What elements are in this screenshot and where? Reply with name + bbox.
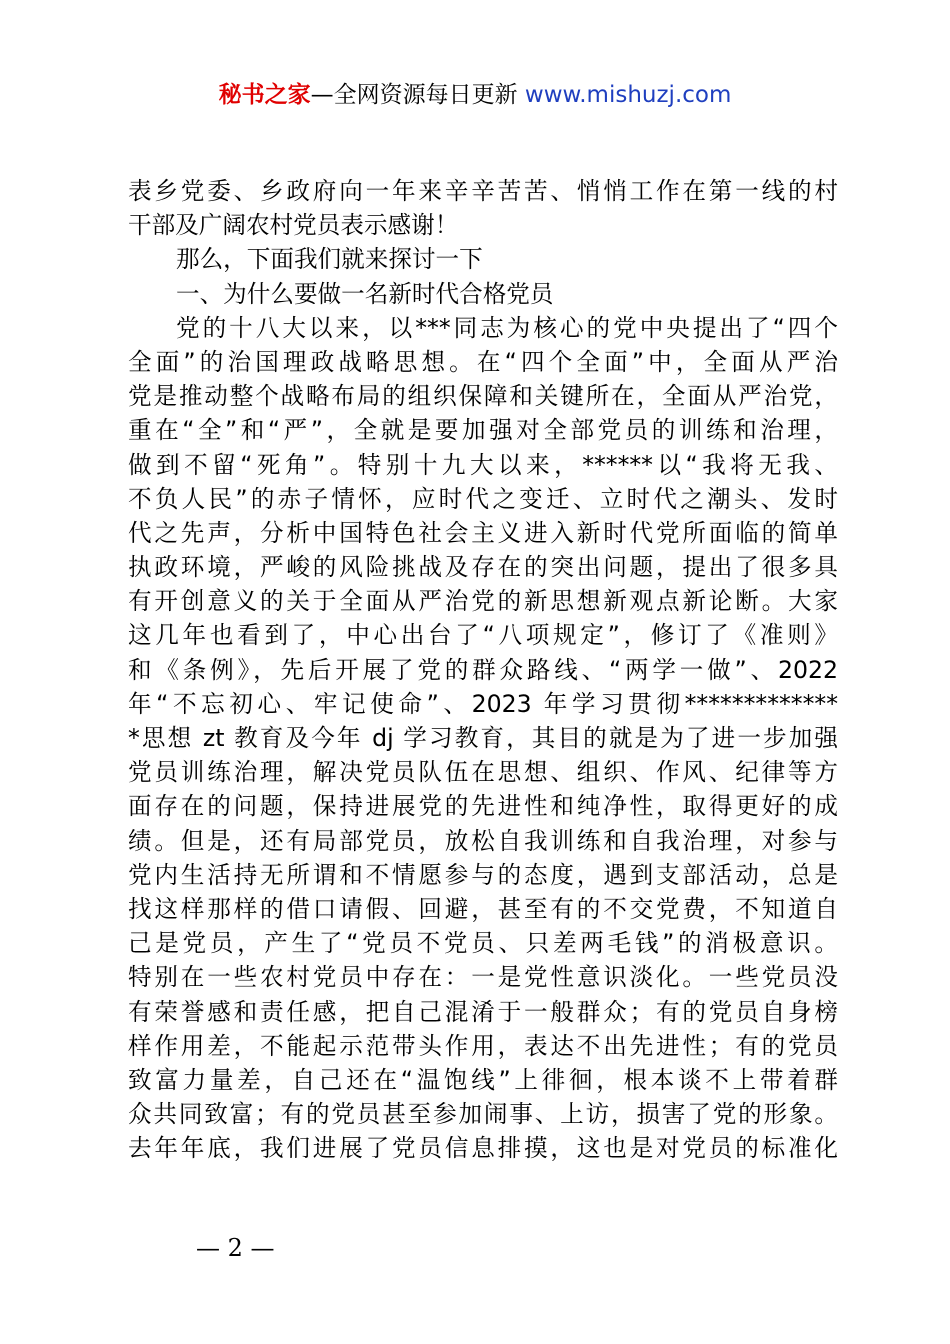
text-line: 那么，下面我们就来探讨一下	[176, 245, 483, 274]
site-header	[0, 78, 950, 112]
header-slogan: —全网资源每日更新	[310, 82, 525, 108]
document-body	[128, 174, 838, 1165]
text-line: 这几年也看到了，中心出台了“八项规定”，修订了《准则》	[128, 621, 838, 650]
text-line: 找这样那样的借口请假、回避，甚至有的不交党费，不知道自	[128, 894, 838, 923]
text-line: 表乡党委、乡政府向一年来辛辛苦苦、悄悄工作在第一线的村	[128, 177, 838, 205]
brand-name: 秘书之家	[218, 82, 311, 108]
text-line: 有荣誉感和责任感，把自己混淆于一般群众；有的党员自身榜	[128, 997, 838, 1026]
text-line: 致富力量差，自己还在“温饱线”上徘徊，根本谈不上带着群	[128, 1065, 838, 1094]
text-line: 执政环境，严峻的风险挑战及存在的突出问题，提出了很多具	[128, 553, 838, 582]
text-line: 干部及广阔农村党员表示感谢！	[128, 211, 459, 240]
text-line: *思想 zt 教育及今年 dj 学习教育，其目的就是为了进一步加强	[128, 724, 838, 752]
text-line: 样作用差，不能起示范带头作用，表达不出先进性；有的党员	[128, 1031, 838, 1060]
text-line: 代之先声，分析中国特色社会主义进入新时代党所面临的简单	[128, 518, 838, 547]
text-line: 绩。但是，还有局部党员，放松自我训练和自我治理，对参与	[128, 826, 838, 855]
text-line: 不负人民”的赤子情怀，应时代之变迁、立时代之潮头、发时	[128, 484, 838, 513]
text-line: 重在“全”和“严”，全就是要加强对全部党员的训练和治理，	[128, 416, 838, 445]
text-line: 己是党员，产生了“党员不党员、只差两毛钱”的消极意识。	[128, 929, 838, 958]
text-line: 党员训练治理，解决党员队伍在思想、组织、作风、纪律等方	[128, 758, 838, 787]
text-line: 一、为什么要做一名新时代合格党员	[176, 279, 554, 308]
site-url[interactable]: www.mishuzj.com	[524, 82, 732, 108]
text-line: 党是推动整个战略布局的组织保障和关键所在，全面从严治党，	[128, 382, 838, 411]
text-line: 有开创意义的关于全面从严治党的新思想新观点新论断。大家	[128, 587, 838, 616]
text-line: 去年年底，我们进展了党员信息排摸，这也是对党员的标准化	[128, 1134, 838, 1163]
text-line: 全面”的治国理政战略思想。在“四个全面”中，全面从严治	[128, 347, 838, 376]
text-line: 和《条例》，先后开展了党的群众路线、“两学一做”、2022	[128, 655, 838, 684]
text-line: 面存在的问题，保持进展党的先进性和纯净性，取得更好的成	[128, 792, 838, 821]
page-number: — 2 —	[196, 1234, 275, 1262]
text-line: 党的十八大以来，以***同志为核心的党中央提出了“四个	[176, 313, 838, 342]
text-line: 特别在一些农村党员中存在：一是党性意识淡化。一些党员没	[128, 963, 838, 992]
text-line: 众共同致富；有的党员甚至参加闹事、上访，损害了党的形象。	[128, 1100, 838, 1129]
text-line: 党内生活持无所谓和不情愿参与的态度，遇到支部活动，总是	[128, 860, 838, 889]
text-line: 年“不忘初心、牢记使命”、2023 年学习贯彻*************	[128, 689, 838, 718]
text-line: 做到不留“死角”。特别十九大以来，******以“我将无我、	[128, 450, 838, 479]
